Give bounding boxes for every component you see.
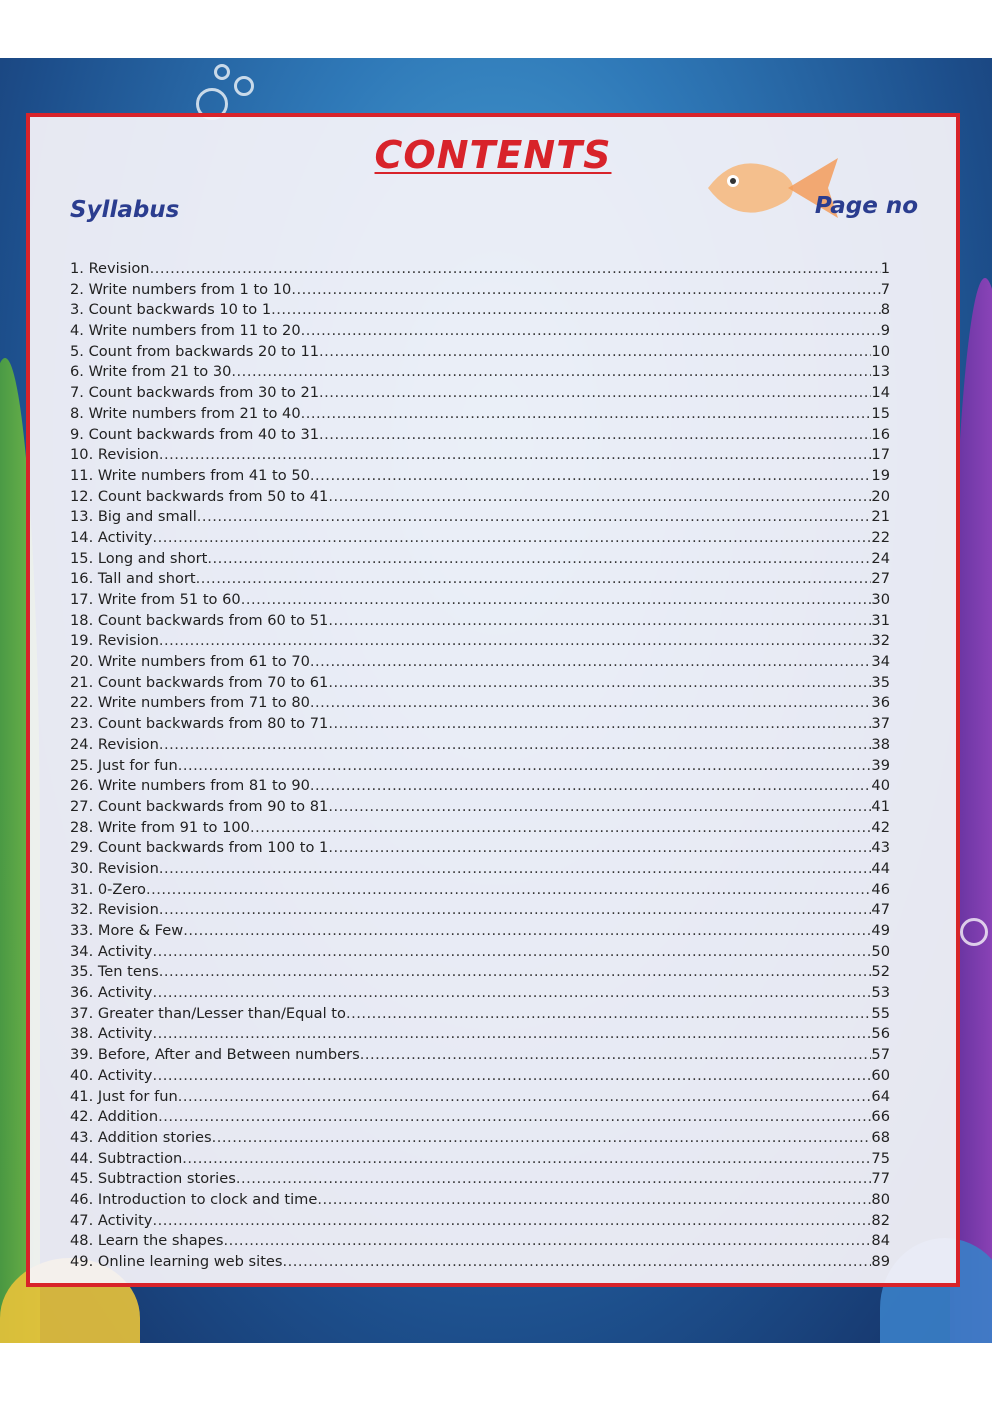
dot-leader (301, 404, 872, 425)
contents-entry (70, 300, 890, 321)
contents-entry (70, 611, 890, 632)
dot-leader (159, 962, 872, 983)
contents-entry (70, 838, 890, 859)
entry-page-number: 42 (871, 818, 890, 836)
entry-page-number: 44 (871, 859, 890, 877)
contents-entry (70, 900, 890, 921)
entry-page-number: 41 (871, 797, 890, 815)
entry-page-number: 16 (871, 425, 890, 443)
entry-title: 24. Revision (70, 735, 159, 753)
entry-title: 1. Revision (70, 260, 150, 277)
entry-title: 39. Before, After and Between numbers (70, 1046, 360, 1064)
dot-leader (159, 445, 872, 466)
entry-title: 11. Write numbers from 41 to 50 (70, 466, 310, 484)
contents-entry (70, 797, 890, 818)
dot-leader (283, 1252, 872, 1273)
dot-leader (159, 859, 872, 880)
page-no-column-header: Page no (814, 193, 918, 219)
contents-entry (70, 1252, 890, 1273)
entry-title: 42. Addition (70, 1108, 159, 1126)
contents-entry (70, 528, 890, 549)
entry-page-number: 34 (871, 653, 890, 671)
entry-page-number: 9 (880, 322, 890, 340)
entry-title: 3. Count backwards 10 to 1 (70, 301, 272, 319)
dot-leader (319, 383, 871, 404)
entry-page-number: 1 (880, 260, 890, 277)
entry-page-number: 35 (871, 673, 890, 691)
entry-title: 34. Activity (70, 942, 153, 960)
entry-page-number: 49 (871, 922, 890, 939)
contents-entry (70, 735, 890, 756)
entry-title: 6. Write from 21 to 30 (70, 363, 232, 381)
entry-title: 7. Count backwards from 30 to 21 (70, 384, 320, 402)
dot-leader (182, 1149, 871, 1170)
dot-leader (231, 362, 871, 383)
dot-leader (150, 259, 881, 280)
entry-title: 12. Count backwards from 50 to 41 (70, 487, 329, 505)
dot-leader (178, 1087, 872, 1108)
dot-leader (158, 1107, 871, 1128)
entry-page-number: 7 (880, 280, 890, 298)
entry-title: 49. Online learning web sites (70, 1253, 283, 1270)
entry-page-number: 13 (871, 363, 890, 381)
entry-title: 47. Activity (70, 1211, 153, 1229)
entry-title: 37. Greater than/Lesser than/Equal to (70, 1004, 346, 1022)
contents-entry (70, 1004, 890, 1025)
entry-title: 20. Write numbers from 61 to 70 (70, 653, 310, 671)
contents-entry (70, 321, 890, 342)
entry-title: 41. Just for fun (70, 1087, 178, 1105)
entry-page-number: 56 (871, 1025, 890, 1043)
entry-title: 19. Revision (70, 632, 159, 650)
dot-leader (310, 776, 872, 797)
contents-entry (70, 507, 890, 528)
dot-leader (319, 425, 871, 446)
contents-entry (70, 280, 890, 301)
entry-title: 48. Learn the shapes (70, 1232, 224, 1250)
entry-page-number: 43 (871, 839, 890, 857)
dot-leader (241, 590, 872, 611)
entry-title: 33. More & Few (70, 922, 184, 939)
entry-page-number: 8 (880, 301, 890, 319)
contents-entry (70, 1231, 890, 1252)
dot-leader (183, 921, 871, 942)
contents-entry (70, 549, 890, 570)
entry-title: 38. Activity (70, 1025, 153, 1043)
entry-page-number: 32 (871, 632, 890, 650)
entry-page-number: 57 (871, 1046, 890, 1064)
entry-page-number: 53 (871, 984, 890, 1002)
entry-title: 8. Write numbers from 21 to 40 (70, 404, 301, 422)
dot-leader (317, 1190, 871, 1211)
contents-panel (26, 113, 960, 1287)
contents-entry (70, 569, 890, 590)
entry-page-number: 84 (871, 1232, 890, 1250)
dot-leader (159, 900, 872, 921)
dot-leader (152, 983, 871, 1004)
contents-entry (70, 1087, 890, 1108)
contents-entry (70, 1169, 890, 1190)
entry-page-number: 55 (871, 1004, 890, 1022)
dot-leader (291, 280, 880, 301)
contents-entry (70, 1107, 890, 1128)
contents-entry (70, 818, 890, 839)
dot-leader (197, 507, 872, 528)
contents-entry (70, 425, 890, 446)
entry-title: 44. Subtraction (70, 1149, 183, 1167)
entry-page-number: 21 (871, 508, 890, 526)
contents-entry (70, 487, 890, 508)
dot-leader (310, 693, 872, 714)
entry-title: 2. Write numbers from 1 to 10 (70, 280, 292, 298)
entry-page-number: 37 (871, 715, 890, 733)
bubble (214, 64, 230, 80)
contents-entry (70, 652, 890, 673)
entry-title: 45. Subtraction stories (70, 1170, 236, 1188)
entry-page-number: 50 (871, 942, 890, 960)
dot-leader (159, 735, 872, 756)
entry-page-number: 75 (871, 1149, 890, 1167)
dot-leader (152, 942, 871, 963)
entry-page-number: 82 (871, 1211, 890, 1229)
entry-title: 15. Long and short (70, 549, 208, 567)
contents-entry (70, 921, 890, 942)
entry-page-number: 47 (871, 901, 890, 919)
dot-leader (328, 611, 871, 632)
entry-title: 5. Count from backwards 20 to 11 (70, 342, 320, 360)
contents-entry (70, 673, 890, 694)
dot-leader (271, 300, 881, 321)
dot-leader (207, 549, 871, 570)
contents-list (70, 259, 890, 1273)
entry-title: 13. Big and small (70, 508, 197, 526)
dot-leader (196, 569, 872, 590)
entry-page-number: 17 (871, 446, 890, 464)
entry-page-number: 40 (871, 777, 890, 795)
dot-leader (250, 818, 871, 839)
contents-entry (70, 383, 890, 404)
entry-title: 36. Activity (70, 984, 153, 1002)
dot-leader (319, 342, 871, 363)
entry-title: 22. Write numbers from 71 to 80 (70, 694, 310, 712)
contents-entry (70, 445, 890, 466)
dot-leader (152, 1211, 871, 1232)
dot-leader (346, 1004, 871, 1025)
entry-title: 4. Write numbers from 11 to 20 (70, 322, 301, 340)
entry-title: 28. Write from 91 to 100 (70, 818, 250, 836)
dot-leader (224, 1231, 872, 1252)
entry-title: 27. Count backwards from 90 to 81 (70, 797, 329, 815)
entry-title: 23. Count backwards from 80 to 71 (70, 715, 329, 733)
entry-page-number: 66 (871, 1108, 890, 1126)
entry-page-number: 64 (871, 1087, 890, 1105)
entry-page-number: 80 (871, 1190, 890, 1208)
entry-title: 9. Count backwards from 40 to 31 (70, 425, 320, 443)
entry-title: 40. Activity (70, 1066, 153, 1084)
entry-title: 43. Addition stories (70, 1128, 212, 1146)
bubble (960, 918, 988, 946)
contents-entry (70, 1190, 890, 1211)
contents-entry (70, 342, 890, 363)
entry-page-number: 20 (871, 487, 890, 505)
dot-leader (310, 466, 872, 487)
contents-entry (70, 631, 890, 652)
entry-title: 14. Activity (70, 528, 153, 546)
dot-leader (310, 652, 872, 673)
dot-leader (328, 714, 871, 735)
entry-title: 46. Introduction to clock and time (70, 1190, 318, 1208)
entry-title: 32. Revision (70, 901, 159, 919)
contents-entry (70, 693, 890, 714)
entry-page-number: 19 (871, 466, 890, 484)
dot-leader (159, 631, 872, 652)
syllabus-column-header: Syllabus (70, 197, 180, 223)
contents-entry (70, 590, 890, 611)
entry-page-number: 15 (871, 404, 890, 422)
dot-leader (152, 528, 871, 549)
entry-page-number: 38 (871, 735, 890, 753)
dot-leader (146, 880, 871, 901)
entry-page-number: 77 (871, 1170, 890, 1188)
contents-entry (70, 362, 890, 383)
entry-title: 35. Ten tens (70, 963, 159, 981)
contents-entry (70, 880, 890, 901)
entry-title: 31. 0-Zero (70, 880, 146, 898)
entry-page-number: 10 (871, 342, 890, 360)
entry-title: 26. Write numbers from 81 to 90 (70, 777, 310, 795)
dot-leader (328, 838, 871, 859)
entry-title: 18. Count backwards from 60 to 51 (70, 611, 329, 629)
contents-entry (70, 466, 890, 487)
entry-page-number: 27 (871, 570, 890, 588)
page-title: CONTENTS (374, 133, 612, 177)
contents-entry (70, 756, 890, 777)
entry-page-number: 24 (871, 549, 890, 567)
entry-title: 16. Tall and short (70, 570, 196, 588)
entry-page-number: 30 (871, 591, 890, 608)
dot-leader (236, 1169, 872, 1190)
dot-leader (178, 756, 872, 777)
dot-leader (328, 797, 871, 818)
entry-page-number: 89 (871, 1253, 890, 1270)
contents-entry (70, 714, 890, 735)
entry-title: 10. Revision (70, 446, 159, 464)
entry-title: 25. Just for fun (70, 756, 178, 774)
contents-entry (70, 1149, 890, 1170)
entry-page-number: 31 (871, 611, 890, 629)
dot-leader (301, 321, 881, 342)
dot-leader (152, 1024, 871, 1045)
contents-entry (70, 1066, 890, 1087)
entry-title: 29. Count backwards from 100 to 1 (70, 839, 329, 857)
entry-page-number: 22 (871, 528, 890, 546)
entry-page-number: 68 (871, 1128, 890, 1146)
dot-leader (328, 487, 871, 508)
entry-page-number: 36 (871, 694, 890, 712)
entry-page-number: 39 (871, 756, 890, 774)
entry-title: 17. Write from 51 to 60 (70, 591, 241, 608)
entry-title: 21. Count backwards from 70 to 61 (70, 673, 329, 691)
contents-entry (70, 404, 890, 425)
contents-entry (70, 259, 890, 280)
entry-page-number: 52 (871, 963, 890, 981)
contents-entry (70, 983, 890, 1004)
entry-title: 30. Revision (70, 859, 159, 877)
contents-entry (70, 942, 890, 963)
contents-entry (70, 1045, 890, 1066)
contents-entry (70, 859, 890, 880)
contents-entry (70, 1128, 890, 1149)
dot-leader (328, 673, 871, 694)
entry-page-number: 14 (871, 384, 890, 402)
contents-entry (70, 962, 890, 983)
entry-page-number: 60 (871, 1066, 890, 1084)
dot-leader (360, 1045, 872, 1066)
entry-page-number: 46 (871, 880, 890, 898)
contents-entry (70, 776, 890, 797)
contents-entry (70, 1211, 890, 1232)
bubble (234, 76, 254, 96)
dot-leader (152, 1066, 871, 1087)
dot-leader (212, 1128, 872, 1149)
contents-entry (70, 1024, 890, 1045)
